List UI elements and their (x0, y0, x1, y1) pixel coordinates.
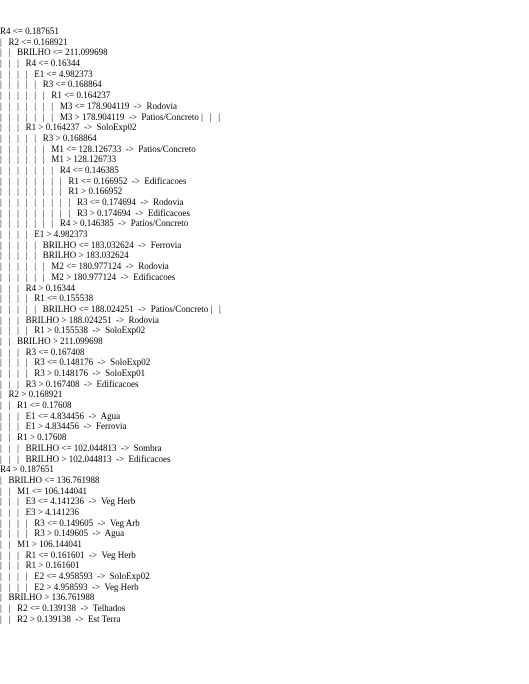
tree-line: | | | | | | | | R1 > 0.166952 (0, 186, 123, 197)
tree-line: | | | | | | | R4 <= 0.146385 (0, 164, 119, 175)
tree-line: | | | | | | | M3 <= 178.904119 -> Rodovia (0, 100, 178, 111)
tree-line: | | | | | R3 > 0.168864 (0, 132, 97, 143)
tree-line: | | BRILHO > 211.099698 (0, 335, 103, 346)
tree-line: | | | R3 <= 0.167408 (0, 346, 85, 357)
tree-line: | BRILHO > 136.761988 (0, 592, 95, 603)
tree-line: | | | E1 > 4.834456 -> Ferrovia (0, 421, 127, 432)
tree-line: | | | | | | | R4 > 0.146385 -> Patios/Concreto (0, 218, 189, 229)
tree-line: | | | R1 <= 0.161601 -> Veg Herb (0, 549, 136, 560)
tree-line: | | | E3 <= 4.141236 -> Veg Herb (0, 496, 136, 507)
tree-line: | | | | R1 > 0.155538 -> SoloExp02 (0, 325, 146, 336)
tree-line: | | R1 <= 0.17608 (0, 400, 72, 411)
tree-line: | | | | | | | | R1 <= 0.166952 -> Edificacoes (0, 175, 187, 186)
tree-line: | | | | E2 > 4.958593 -> Veg Herb (0, 581, 139, 592)
tree-line: | | | | | BRILHO > 183.032624 (0, 250, 129, 261)
tree-line: | | | | E1 <= 4.982373 (0, 68, 93, 79)
tree-line: | | | | R1 <= 0.155538 (0, 293, 94, 304)
tree-line: | | | | | BRILHO <= 183.032624 -> Ferrovia (0, 239, 182, 250)
tree-line: | | | BRILHO > 102.044813 -> Edificacoes (0, 453, 171, 464)
tree-line: | | | R3 > 0.167408 -> Edificacoes (0, 378, 139, 389)
tree-line: | | R1 > 0.17608 (0, 432, 67, 443)
tree-line: | | | | | | M2 <= 180.977124 -> Rodovia (0, 261, 169, 272)
tree-line: | | R2 > 0.139138 -> Est Terra (0, 613, 121, 624)
tree-line: | | | | | | | M3 > 178.904119 -> Patios/Concreto | | | (0, 111, 221, 122)
tree-line: | | | | E2 <= 4.958593 -> SoloExp02 (0, 571, 150, 582)
tree-line: | | | | | R3 <= 0.168864 (0, 79, 102, 90)
tree-line: | | | | | | | | | R3 <= 0.174694 -> Rodovia (0, 197, 184, 207)
tree-line: R4 > 0.187651 (0, 464, 54, 475)
tree-line: | | | E1 <= 4.834456 -> Agua (0, 410, 121, 421)
decision-tree-text (0, 26, 529, 625)
tree-line: | | | | | | M1 <= 128.126733 -> Patios/Concreto (0, 143, 196, 154)
tree-line: | | | | | | | | | R3 > 0.174694 -> Edificacoes (0, 207, 190, 218)
tree-line: | | | R4 > 0.16344 (0, 282, 75, 293)
tree-line: | | | | R3 <= 0.148176 -> SoloExp02 (0, 357, 151, 368)
tree-line: | | | | | BRILHO <= 188.024251 -> Patios/Concreto | | (0, 303, 221, 314)
tree-line: | | | | | | M2 > 180.977124 -> Edificacoes (0, 271, 176, 282)
tree-line: | | BRILHO <= 211.099698 (0, 47, 108, 58)
tree-line: | | | BRILHO > 188.024251 -> Rodovia (0, 314, 160, 325)
tree-line: | | | E3 > 4.141236 (0, 506, 79, 517)
tree-line: | | | | E1 > 4.982373 (0, 229, 88, 240)
tree-line: | | M1 > 106.144041 (0, 539, 82, 549)
tree-line: | | | | | | M1 > 128.126733 (0, 154, 117, 165)
tree-line: | R2 <= 0.168921 (0, 36, 68, 47)
tree-line: | | | R1 > 0.161601 (0, 560, 80, 571)
tree-line: | | | BRILHO <= 102.044813 -> Sombra (0, 442, 162, 453)
tree-line: | | | | R3 > 0.149605 -> Agua (0, 528, 125, 539)
tree-line: | | | R4 <= 0.16344 (0, 58, 81, 69)
tree-line: | | R2 <= 0.139138 -> Telhados (0, 603, 126, 614)
tree-line: R4 <= 0.187651 (0, 26, 59, 36)
tree-line: | | M1 <= 106.144041 (0, 485, 88, 496)
tree-line: | | | | | | R1 <= 0.164237 (0, 90, 111, 101)
tree-line: | BRILHO <= 136.761988 (0, 474, 100, 485)
tree-line: | | | R1 > 0.164237 -> SoloExp02 (0, 122, 137, 133)
tree-line: | | | | R3 > 0.148176 -> SoloExp01 (0, 368, 146, 378)
tree-line: | R2 > 0.168921 (0, 389, 63, 400)
tree-line: | | | | R3 <= 0.149605 -> Veg Arb (0, 517, 140, 528)
